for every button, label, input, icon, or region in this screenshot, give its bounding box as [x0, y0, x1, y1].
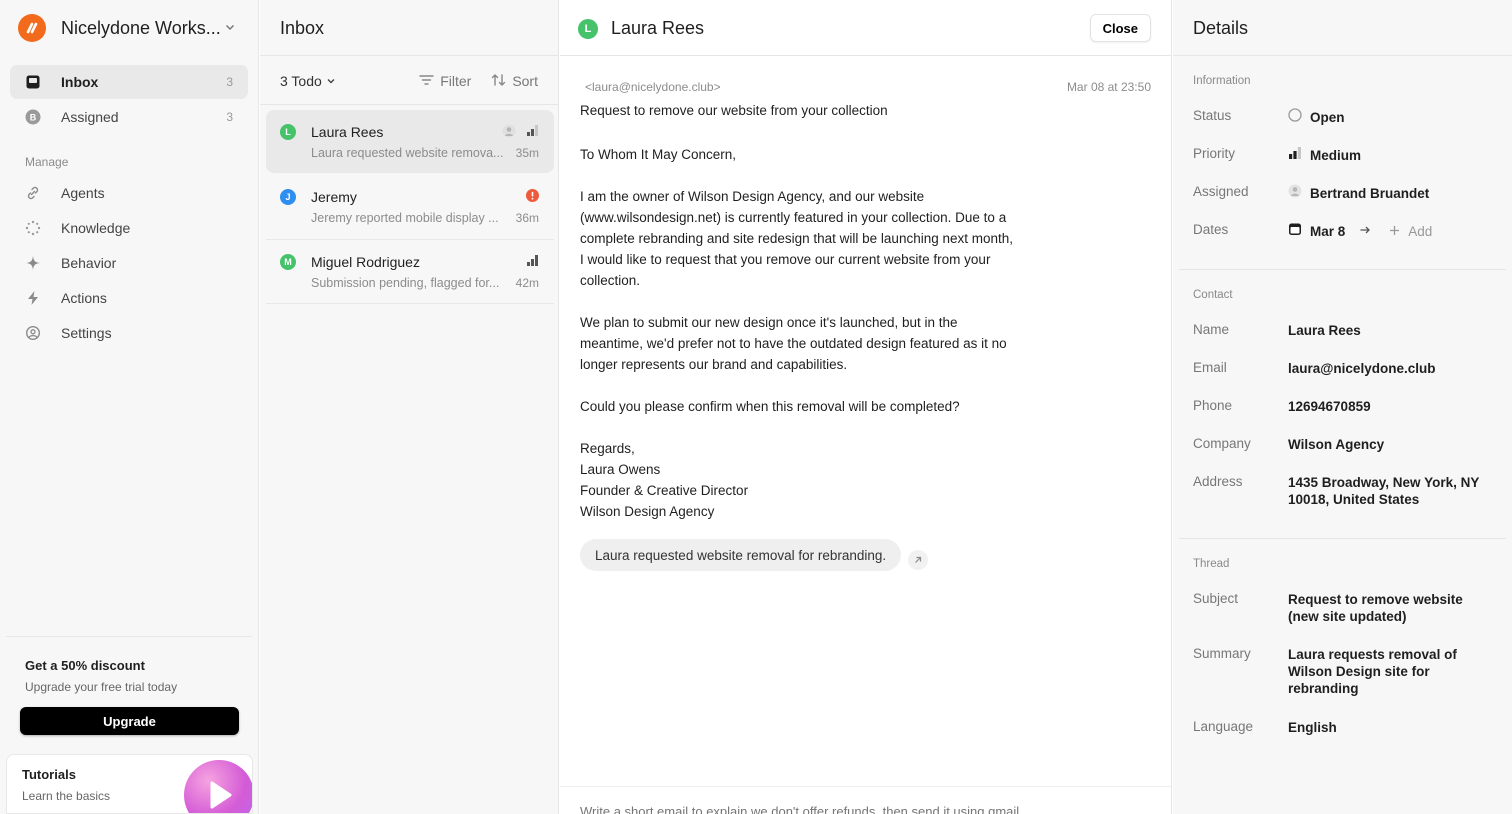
conversation-name: Jeremy [311, 189, 357, 205]
thread-section-label: Thread [1193, 558, 1230, 570]
user-avatar-icon [1288, 184, 1302, 202]
conversation-item[interactable] [266, 175, 554, 238]
sort-button[interactable] [491, 73, 538, 90]
email-paragraph: I am the owner of Wilson Design Agency, and our website (www.wilsondesign.net) is currently featured in your collection. Due to a complete rebranding and site redesign that will be launching next month, I would like to request that you remove our current website from your collection. [580, 189, 1014, 288]
upgrade-promo [6, 636, 252, 729]
conversation-preview: Jeremy reported mobile display ... [311, 211, 499, 225]
conversation-item[interactable] [266, 110, 554, 173]
signoff-line: Founder & Creative Director [580, 483, 749, 498]
details-panel [1173, 0, 1512, 814]
assigned-avatar-icon [25, 109, 41, 125]
inbox-toolbar [280, 70, 538, 92]
upgrade-button[interactable]: Upgrade [20, 707, 239, 735]
signoff-line: Wilson Design Agency [580, 504, 715, 519]
nav-agents[interactable] [10, 176, 248, 210]
divider [260, 104, 558, 105]
email-body [580, 144, 1020, 522]
workspace-name: Nicelydone Works... [61, 17, 221, 38]
promo-subtitle: Upgrade your free trial today [25, 680, 178, 694]
settings-icon [25, 325, 41, 341]
divider [1179, 269, 1506, 270]
details-title: Details [1193, 18, 1249, 38]
avatar: L [578, 19, 598, 39]
status-label: Status [1193, 108, 1232, 123]
filter-label: Filter [440, 73, 472, 89]
summary-label: Summary [1193, 646, 1251, 661]
lightning-icon [25, 290, 41, 306]
priority-medium-icon [1288, 146, 1302, 164]
priority-label: Priority [1193, 146, 1236, 161]
manage-section-label: Manage [25, 155, 69, 169]
conversation-item[interactable] [266, 240, 554, 303]
nav-actions-label: Actions [61, 290, 107, 306]
nav-behavior-label: Behavior [61, 255, 117, 271]
divider [560, 55, 1171, 56]
nav-inbox[interactable] [10, 65, 248, 99]
contact-company-value: Wilson Agency [1288, 437, 1385, 452]
nav-knowledge[interactable] [10, 211, 248, 245]
promo-title: Get a 50% discount [25, 658, 145, 673]
nav-knowledge-label: Knowledge [61, 220, 131, 236]
email-label: Email [1193, 360, 1227, 375]
inbox-title: Inbox [280, 18, 325, 38]
conversation-name: Laura Rees [311, 124, 384, 140]
contact-email-value[interactable]: laura@nicelydone.club [1288, 361, 1436, 376]
workspace-switcher[interactable] [18, 14, 240, 42]
status-value: Open [1310, 109, 1345, 125]
conversation-time: 36m [515, 211, 539, 225]
nav-settings[interactable] [10, 316, 248, 350]
tutorials-card[interactable] [6, 754, 253, 814]
assigned-value: Bertrand Bruandet [1310, 185, 1430, 201]
thread-summary-value: Laura requests removal of Wilson Design site for rebranding [1288, 647, 1457, 696]
play-icon[interactable] [184, 760, 253, 814]
information-section-label: Information [1193, 75, 1251, 87]
workspace-logo [18, 14, 46, 42]
conversation-preview: Laura requested website remova... [311, 146, 504, 160]
assignee-icon [502, 124, 516, 141]
avatar: J [280, 189, 296, 205]
conversation-preview: Submission pending, flagged for... [311, 276, 500, 290]
divider [1173, 55, 1512, 56]
filter-icon [419, 73, 434, 89]
avatar: L [280, 124, 296, 140]
email-from: <laura@nicelydone.club> [585, 80, 721, 94]
calendar-icon [1288, 222, 1302, 240]
nav-actions[interactable] [10, 281, 248, 315]
contact-address-value: 1435 Broadway, New York, NY 10018, United States [1288, 475, 1480, 507]
link-icon [25, 185, 41, 201]
inbox-icon [25, 74, 41, 90]
arrow-up-right-icon[interactable] [908, 550, 928, 570]
nav-agents-label: Agents [61, 185, 105, 201]
language-label: Language [1193, 719, 1254, 734]
composer-input[interactable] [580, 804, 1140, 814]
todo-label: 3 Todo [280, 73, 322, 89]
priority-medium-icon [526, 124, 539, 140]
avatar: M [280, 254, 296, 270]
signoff-line: Regards, [580, 441, 635, 456]
plus-icon[interactable] [1389, 223, 1400, 240]
divider [1179, 538, 1506, 539]
divider [260, 55, 558, 56]
email-date: Mar 08 at 23:50 [1066, 80, 1151, 94]
contact-name-value: Laura Rees [1288, 323, 1361, 338]
email-paragraph: To Whom It May Concern, [580, 147, 737, 162]
name-label: Name [1193, 322, 1230, 337]
priority-value: Medium [1310, 147, 1362, 163]
todo-dropdown[interactable] [280, 73, 336, 89]
knowledge-icon [25, 220, 41, 236]
divider [266, 303, 554, 304]
nav-inbox-count: 3 [226, 75, 233, 89]
contact-phone-value: 12694670859 [1288, 399, 1371, 414]
email-subject: Request to remove our website from your collection [580, 103, 888, 118]
dates-field[interactable] [1288, 222, 1488, 240]
tutorials-subtitle: Learn the basics [22, 789, 111, 803]
company-label: Company [1193, 436, 1251, 451]
assigned-field[interactable] [1288, 184, 1488, 202]
filter-button[interactable] [419, 73, 471, 89]
nav-inbox-label: Inbox [61, 74, 99, 90]
nav-behavior[interactable] [10, 246, 248, 280]
sort-icon [491, 73, 506, 90]
message-contact-name: Laura Rees [611, 18, 705, 38]
conversation-time: 42m [515, 276, 539, 290]
chevron-down-icon[interactable] [224, 20, 236, 36]
sidebar [0, 0, 259, 814]
signoff-line: Laura Owens [580, 462, 661, 477]
tutorials-title: Tutorials [22, 767, 76, 782]
status-field[interactable] [1288, 108, 1488, 126]
conversation-name: Miguel Rodriguez [311, 254, 420, 270]
add-date-label[interactable]: Add [1408, 223, 1433, 239]
thread-subject-value: Request to remove website (new site updated) [1288, 592, 1463, 624]
contact-section-label: Contact [1193, 289, 1233, 301]
nav-assigned-count: 3 [226, 110, 233, 124]
phone-label: Phone [1193, 398, 1233, 413]
subject-label: Subject [1193, 591, 1239, 606]
urgent-alert-icon [526, 189, 539, 205]
address-label: Address [1193, 474, 1243, 489]
sparkle-icon [25, 255, 41, 271]
date-value: Mar 8 [1310, 223, 1346, 239]
email-paragraph: We plan to submit our new design once it's launched, but in the meantime, we'd prefer not to have the outdated design featured as it no longer represents our brand and capabilities. [580, 315, 1007, 372]
dates-label: Dates [1193, 222, 1229, 237]
priority-high-icon [526, 254, 539, 270]
status-open-icon [1288, 108, 1302, 126]
ai-summary-pill: Laura requested website removal for rebranding. [580, 539, 901, 571]
assigned-label: Assigned [1193, 184, 1249, 199]
nav-assigned-label: Assigned [61, 109, 119, 125]
conversation-time: 35m [515, 146, 539, 160]
nav-assigned[interactable] [10, 100, 248, 134]
svg-text:B: B [29, 112, 37, 123]
nav-settings-label: Settings [61, 325, 112, 341]
sort-label: Sort [512, 73, 538, 89]
chevron-down-icon [326, 73, 336, 89]
divider [560, 786, 1171, 787]
priority-field[interactable] [1288, 146, 1488, 164]
inbox-column [260, 0, 559, 814]
message-header [578, 18, 704, 39]
email-paragraph: Could you please confirm when this removal will be completed? [580, 399, 960, 414]
close-button[interactable]: Close [1090, 14, 1151, 42]
message-column [560, 0, 1172, 814]
thread-language-value: English [1288, 720, 1337, 735]
arrow-right-icon [1359, 223, 1371, 240]
